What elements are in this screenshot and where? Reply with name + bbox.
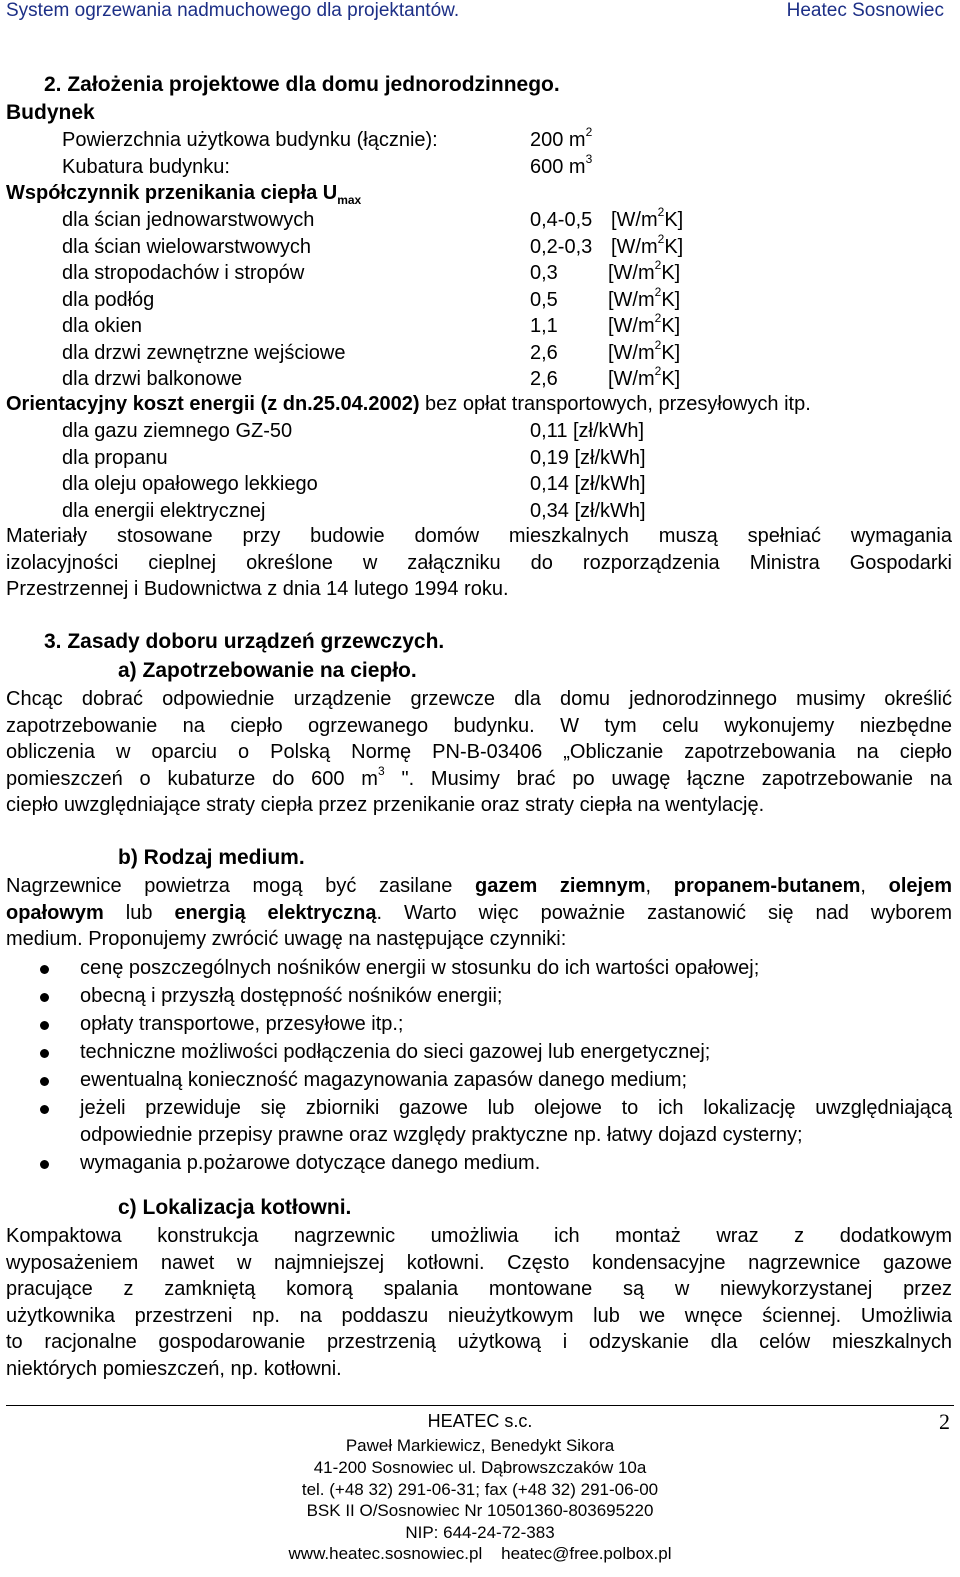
heat-demand-paragraph (6, 686, 952, 819)
volume-value: 600 $m^3$ (530, 152, 593, 178)
header-title: System ogrzewania nadmuchowego dla projektantów. (6, 0, 460, 21)
volume-label: Kubatura budynku: (62, 156, 230, 178)
header-company: Heatec Sosnowiec (786, 0, 944, 21)
u-row-unit: $[W/m^2K]$ (608, 284, 681, 311)
cost-row-value: 0,34 [zł/kWh] (530, 499, 646, 522)
u-row-label: dla drzwi zewnętrzne wejściowe (62, 341, 346, 364)
u-row-value: 0,5 (530, 288, 558, 311)
u-coefficient-heading: Współczynnik przenikania ciepła $U_{max}$ (6, 182, 362, 207)
bullet-icon (40, 1105, 49, 1114)
bullet-icon (40, 965, 49, 974)
u-row-value: 1,1 (530, 315, 558, 337)
list-item: techniczne możliwości podłączenia do sieci gazowej lub energetycznej; (0, 1039, 960, 1067)
u-row-value: 0,3 (530, 262, 558, 284)
list-item: ewentualną konieczność magazynowania zapasów danego medium; (0, 1067, 960, 1095)
paragraph-line: zapotrzebowanie na ciepło ogrzewanego budynku. W tym celu wykonujemy niezbędne (6, 714, 952, 737)
paragraph-line: pomieszczeń o kubaturze do 600 $m^3$ ". Musimy brać po uwagę łączne zapotrzebowanie na (6, 763, 953, 790)
paragraph-line: to racjonalne gospodarowanie przestrzenią użytkową i odzyskanie dla celów mieszkalnych (6, 1331, 952, 1353)
footer-company: HEATEC s.c. (427, 1411, 533, 1431)
u-row-unit: $[W/m^2K]$ (608, 311, 681, 337)
cost-row-value: 0,14 [zł/kWh] (530, 473, 646, 495)
footer-web: www.heatec.sosnowiec.pl heatec@free.polbox.pl (288, 1544, 672, 1563)
factors-list (0, 955, 960, 1178)
list-item: jeżeli przewiduje się zbiorniki gazowe lub olejowe to ich lokalizację uwzględniającą odpowiednie przepisy prawne oraz względy praktyczne np. łatwy dojazd cysterny; (0, 1095, 960, 1150)
list-item: opłaty transportowe, przesyłowe itp.; (0, 1011, 960, 1039)
energy-cost-heading: Orientacyjny koszt energii (z dn.25.04.2002) bez opłat transportowych, przesyłowych itp. (6, 393, 811, 415)
paragraph-line: pracujące z zamkniętą komorą spalania montowane są w niewykorzystanej przez (6, 1278, 952, 1300)
paragraph-line: obliczenia w oparciu o Polską Normę PN-B-03406 „Obliczanie zapotrzebowania na ciepło (6, 741, 952, 763)
cost-row-label: dla propanu (62, 446, 168, 469)
boiler-room-paragraph (6, 1223, 952, 1382)
paragraph-line: Przestrzennej i Budownictwa z dnia 14 lutego 1994 roku. (6, 578, 509, 600)
paragraph-line: wyposażeniem nawet w najmniejszej kotłowni. Często kondensacyjne nagrzewnice gazowe (6, 1251, 952, 1274)
u-row-label: dla drzwi balkonowe (62, 368, 243, 390)
materials-paragraph (6, 523, 952, 603)
footer-phone: tel. (+48 32) 291-06-31; fax (+48 32) 291-06-00 (301, 1480, 659, 1499)
u-row-label: dla okien (62, 315, 143, 337)
list-item: obecną i przyszłą dostępność nośników energii; (0, 983, 960, 1011)
u-row-label: dla podłóg (62, 288, 155, 311)
footer-nip: NIP: 644-24-72-383 (405, 1523, 555, 1542)
footer-divider (6, 1405, 954, 1406)
u-row-value: 0,2-0,3 (530, 235, 593, 258)
list-item: wymagania p.pożarowe dotyczące danego medium. (0, 1150, 960, 1178)
area-label: Powierzchnia użytkowa budynku (łącznie): (62, 129, 438, 151)
u-row-unit: $[W/m^2K]$ (608, 364, 681, 390)
u-row-unit: $[W/m^2K]$ (608, 258, 681, 284)
bullet-icon (40, 1049, 49, 1058)
page-number: 2 (939, 1409, 950, 1434)
subsection-b-title: b) Rodzaj medium. (118, 846, 305, 869)
u-row-value: 2,6 (530, 341, 558, 364)
u-row-unit: $[W/m^2K]$ (611, 205, 684, 231)
paragraph-line: izolacyjności cieplnej określone w załączniku do rozporządzenia Ministra Gospodarki (6, 551, 952, 574)
paragraph-line: niektórych pomieszczeń, np. kotłowni. (6, 1357, 342, 1380)
u-row-label: dla ścian wielowarstwowych (62, 235, 311, 258)
medium-paragraph (6, 873, 952, 953)
u-row-unit: $[W/m^2K]$ (608, 337, 681, 364)
bullet-icon (40, 1160, 49, 1169)
cost-row-label: dla energii elektrycznej (62, 499, 266, 522)
paragraph-line: Materiały stosowane przy budowie domów mieszkalnych muszą spełniać wymagania (6, 525, 952, 547)
section-3-title: 3. Zasady doboru urządzeń grzewczych. (44, 630, 445, 653)
paragraph-line: opałowym lub energią elektryczną. Warto więc poważnie zastanowić się nad wyborem (6, 901, 952, 924)
subsection-c-title: c) Lokalizacja kotłowni. (118, 1196, 352, 1219)
building-heading: Budynek (6, 101, 95, 124)
cost-row-label: dla gazu ziemnego GZ-50 (62, 420, 293, 442)
footer-owners: Paweł Markiewicz, Benedykt Sikora (345, 1436, 615, 1455)
bullet-icon (40, 1077, 49, 1086)
section-2-title: 2. Założenia projektowe dla domu jednorodzinnego. (44, 73, 560, 96)
u-row-value: 2,6 (530, 368, 558, 390)
paragraph-line: ciepło uwzględniające straty ciepła przez przenikanie oraz straty ciepła na wentylację. (6, 794, 765, 816)
area-value: 200 $m^2$ (530, 125, 593, 151)
paragraph-line: użytkownika przestrzeni np. na poddaszu nieużytkowym lub we wnęce ściennej. Umożliwia (6, 1304, 952, 1327)
u-row-value: 0,4-0,5 (530, 209, 593, 231)
u-row-unit: $[W/m^2K]$ (611, 231, 684, 258)
u-row-label: dla stropodachów i stropów (62, 262, 305, 284)
cost-row-label: dla oleju opałowego lekkiego (62, 473, 318, 495)
paragraph-line: Chcąc dobrać odpowiednie urządzenie grzewcze dla domu jednorodzinnego musimy określić (6, 688, 952, 710)
cost-row-value: 0,19 [zł/kWh] (530, 446, 646, 469)
u-row-label: dla ścian jednowarstwowych (62, 209, 315, 231)
paragraph-line: Kompaktowa konstrukcja nagrzewnic umożliwia ich montaż wraz z dodatkowym (6, 1225, 952, 1247)
subsection-a-title: a) Zapotrzebowanie na ciepło. (118, 659, 417, 682)
bullet-icon (40, 1021, 49, 1030)
cost-row-value: 0,11 [zł/kWh] (530, 420, 645, 442)
list-item: cenę poszczególnych nośników energii w stosunku do ich wartości opałowej; (0, 955, 960, 983)
footer-bank: BSK II O/Sosnowiec Nr 10501360-803695220 (306, 1501, 654, 1520)
paragraph-line: medium. Proponujemy zwrócić uwagę na następujące czynniki: (6, 928, 567, 950)
bullet-icon (40, 993, 49, 1002)
paragraph-line: Nagrzewnice powietrza mogą być zasilane gazem ziemnym, propanem-butanem, olejem (6, 875, 952, 897)
footer-address: 41-200 Sosnowiec ul. Dąbrowszczaków 10a (313, 1458, 647, 1477)
